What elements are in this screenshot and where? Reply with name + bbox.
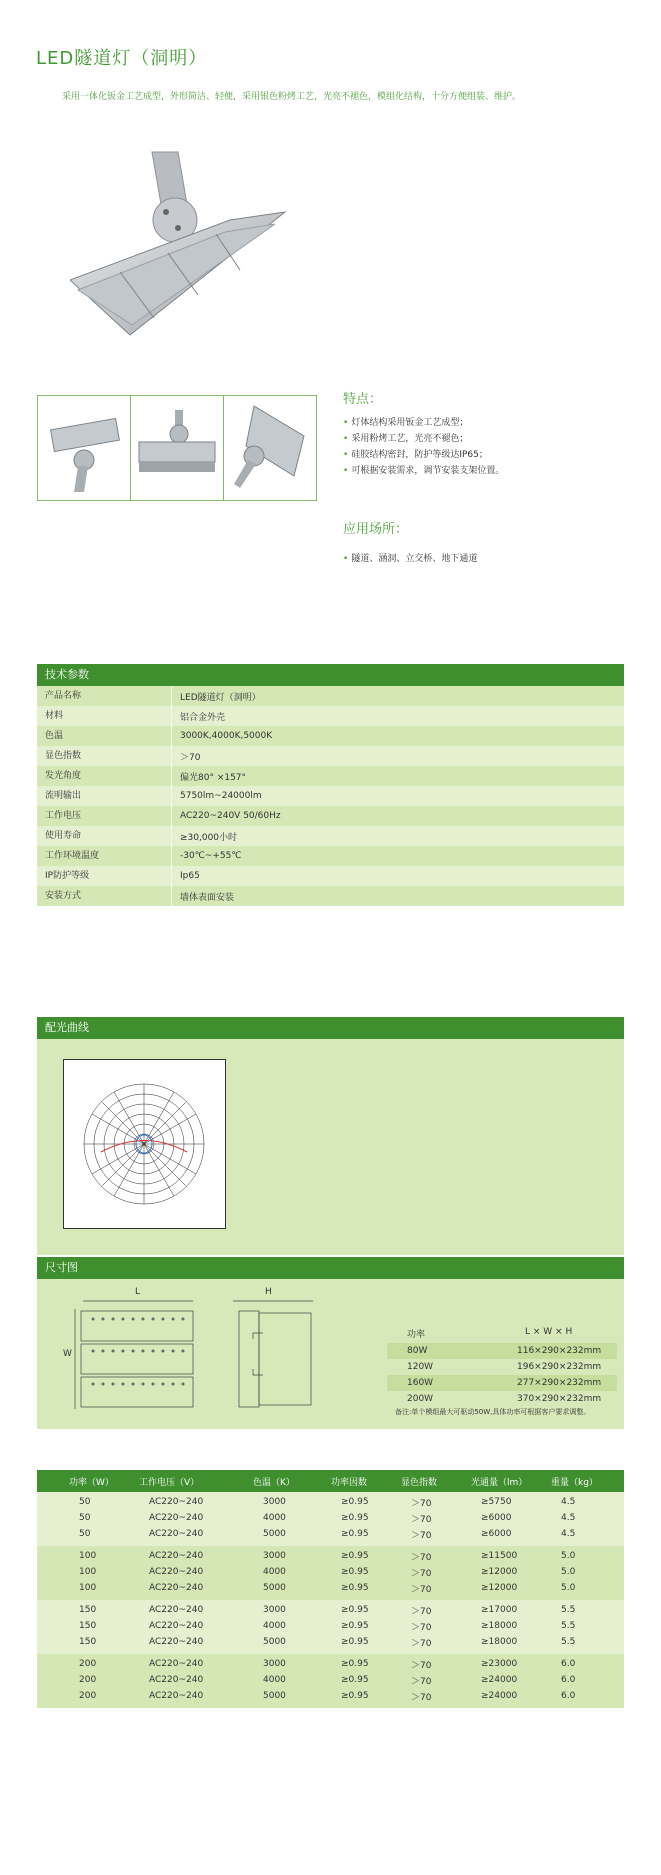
spec-value: 铝合金外壳 [180, 712, 226, 723]
spec-key: 显色指数 [37, 746, 172, 766]
table-cell: 3000 [263, 1551, 286, 1561]
spec-value: AC220~240V 50/60Hz [180, 811, 281, 821]
table-cell: ＞70 [411, 1568, 432, 1579]
perf-header-cell: 工作电压（V） [139, 1477, 200, 1488]
spec-value: 墙体表面安装 [180, 892, 235, 903]
polar-chart [63, 1059, 226, 1229]
table-cell: ≥24000 [481, 1675, 518, 1685]
perf-header-cell: 功率（W） [69, 1477, 114, 1488]
table-cell: 5.0 [561, 1583, 576, 1593]
table-cell: ＞70 [411, 1530, 432, 1541]
table-cell: ≥0.95 [341, 1529, 369, 1539]
features-heading: 特点： [343, 392, 383, 407]
table-cell: 4000 [263, 1621, 286, 1631]
page-title: LED隧道灯（洞明） [36, 48, 208, 69]
dims-row [387, 1375, 617, 1391]
table-cell: ＞70 [411, 1514, 432, 1525]
table-cell: 4000 [263, 1675, 286, 1685]
perf-header-cell: 显色指数 [401, 1477, 438, 1488]
feature-item: • 可根据安装需求，调节安装支架位置。 [343, 463, 504, 479]
table-cell: 3000 [263, 1497, 286, 1507]
thumbnail-1[interactable] [37, 395, 131, 501]
dims-size: 277×290×232mm [517, 1378, 602, 1388]
table-cell: ≥0.95 [341, 1605, 369, 1615]
table-cell: AC220~240 [149, 1605, 204, 1615]
table-cell: AC220~240 [149, 1567, 204, 1577]
table-cell: ≥0.95 [341, 1567, 369, 1577]
table-cell: 100 [79, 1567, 97, 1577]
table-cell: AC220~240 [149, 1675, 204, 1685]
table-cell: ≥0.95 [341, 1497, 369, 1507]
table-row [37, 1672, 624, 1688]
table-cell: ≥0.95 [341, 1675, 369, 1685]
table-cell: 5000 [263, 1637, 286, 1647]
perf-header-cell: 光通量（lm） [471, 1477, 528, 1488]
thumbnail-3[interactable] [223, 395, 317, 501]
table-cell: ＞70 [411, 1498, 432, 1509]
dims-row [387, 1391, 617, 1407]
table-cell: AC220~240 [149, 1497, 204, 1507]
table-row [37, 1526, 624, 1542]
table-row [37, 1656, 624, 1672]
performance-table [37, 1470, 624, 1708]
spec-key: 使用寿命 [37, 826, 172, 846]
table-cell: 5.0 [561, 1567, 576, 1577]
table-cell: 100 [79, 1551, 97, 1561]
table-cell: ≥24000 [481, 1691, 518, 1701]
table-cell: ＞70 [411, 1552, 432, 1563]
spec-key: 工作环境温度 [37, 846, 172, 866]
applications-heading: 应用场所： [343, 522, 409, 537]
dims-power: 160W [407, 1378, 434, 1388]
table-row [37, 1602, 624, 1618]
perf-header-cell: 功率因数 [331, 1477, 368, 1488]
perf-group [37, 1492, 624, 1546]
table-cell: ≥0.95 [341, 1621, 369, 1631]
table-cell: 150 [79, 1637, 97, 1647]
table-cell: 50 [79, 1497, 91, 1507]
table-cell: 5.5 [561, 1605, 576, 1615]
table-cell: AC220~240 [149, 1637, 204, 1647]
table-cell: 200 [79, 1675, 97, 1685]
table-cell: ＞70 [411, 1622, 432, 1633]
table-cell: ≥12000 [481, 1583, 518, 1593]
table-cell: 6.0 [561, 1691, 576, 1701]
dims-note: 备注:单个模组最大可驱动50W,具体功率可根据客户要求调整。 [395, 1408, 591, 1416]
spec-heading: 技术参数 [37, 664, 624, 686]
spec-value: 3000K,4000K,5000K [180, 731, 273, 741]
photometric-heading: 配光曲线 [37, 1017, 624, 1039]
perf-header-cell: 色温（K） [253, 1477, 295, 1488]
dims-col-size: L × W × H [525, 1327, 573, 1337]
spec-row [37, 726, 624, 746]
table-cell: AC220~240 [149, 1659, 204, 1669]
thumbnail-2[interactable] [130, 395, 224, 501]
spec-row [37, 846, 624, 866]
table-cell: 4000 [263, 1513, 286, 1523]
spec-value: -30℃~+55℃ [180, 851, 242, 861]
dimension-drawing [73, 1299, 343, 1419]
dim-label-w: W [63, 1349, 72, 1359]
table-cell: 5000 [263, 1583, 286, 1593]
perf-group [37, 1654, 624, 1708]
feature-item: • 硅胶结构密封，防护等级达IP65； [343, 447, 504, 463]
dims-size: 370×290×232mm [517, 1394, 602, 1404]
table-cell: 5000 [263, 1691, 286, 1701]
table-cell: 5000 [263, 1529, 286, 1539]
table-cell: ≥17000 [481, 1605, 518, 1615]
table-row [37, 1580, 624, 1596]
dimensions-heading: 尺寸图 [37, 1257, 624, 1279]
table-cell: ≥0.95 [341, 1659, 369, 1669]
table-cell: 50 [79, 1513, 91, 1523]
table-cell: 4.5 [561, 1529, 576, 1539]
spec-value: LED隧道灯（洞明） [180, 692, 261, 703]
spec-row [37, 866, 624, 886]
table-cell: AC220~240 [149, 1691, 204, 1701]
spec-row [37, 686, 624, 706]
spec-row [37, 806, 624, 826]
table-cell: AC220~240 [149, 1529, 204, 1539]
table-row [37, 1564, 624, 1580]
dims-power: 200W [407, 1394, 434, 1404]
spec-row [37, 706, 624, 726]
spec-row [37, 766, 624, 786]
spec-key: 材料 [37, 706, 172, 726]
table-cell: 5.5 [561, 1637, 576, 1647]
product-description: 采用一体化钣金工艺成型，外形简洁、轻便，采用银色粉烤工艺，光亮不褪色，模组化结构，十分方便组装、维护。 [62, 92, 522, 102]
product-image [70, 150, 290, 340]
table-cell: 3000 [263, 1659, 286, 1669]
table-cell: 100 [79, 1583, 97, 1593]
spec-value: 偏光80° ×157° [180, 772, 247, 783]
table-cell: AC220~240 [149, 1621, 204, 1631]
photometric-panel [37, 1017, 624, 1255]
perf-group [37, 1546, 624, 1600]
spec-row [37, 746, 624, 766]
spec-key: 产品名称 [37, 686, 172, 706]
dims-size: 116×290×232mm [517, 1346, 602, 1356]
table-cell: 4000 [263, 1567, 286, 1577]
dim-label-h: H [265, 1287, 272, 1297]
table-cell: ≥23000 [481, 1659, 518, 1669]
table-cell: AC220~240 [149, 1583, 204, 1593]
table-cell: 4.5 [561, 1497, 576, 1507]
perf-group [37, 1600, 624, 1654]
dims-col-power: 功率 [407, 1330, 426, 1340]
spec-row [37, 826, 624, 846]
table-cell: 6.0 [561, 1675, 576, 1685]
table-cell: ≥5750 [481, 1497, 512, 1507]
table-row [37, 1494, 624, 1510]
table-cell: 3000 [263, 1605, 286, 1615]
dims-row [387, 1343, 617, 1359]
table-cell: 150 [79, 1621, 97, 1631]
spec-value: ≥30,000小时 [180, 832, 238, 843]
table-cell: AC220~240 [149, 1551, 204, 1561]
table-cell: ≥0.95 [341, 1691, 369, 1701]
table-cell: 200 [79, 1691, 97, 1701]
application-item: • 隧道、涵洞、立交桥、地下通道 [343, 551, 477, 567]
dims-row [387, 1359, 617, 1375]
table-cell: 6.0 [561, 1659, 576, 1669]
spec-key: 流明输出 [37, 786, 172, 806]
table-cell: ＞70 [411, 1660, 432, 1671]
table-row [37, 1618, 624, 1634]
spec-key: IP防护等级 [37, 866, 172, 886]
feature-item: • 灯体结构采用钣金工艺成型； [343, 415, 504, 431]
table-cell: ≥18000 [481, 1637, 518, 1647]
table-cell: ＞70 [411, 1638, 432, 1649]
spec-value: Ip65 [180, 871, 200, 881]
table-row [37, 1548, 624, 1564]
table-cell: ≥0.95 [341, 1513, 369, 1523]
table-cell: ≥6000 [481, 1513, 512, 1523]
dims-size: 196×290×232mm [517, 1362, 602, 1372]
table-row [37, 1634, 624, 1650]
spec-table [37, 664, 624, 906]
spec-key: 色温 [37, 726, 172, 746]
spec-value: 5750lm~24000lm [180, 791, 262, 801]
table-cell: AC220~240 [149, 1513, 204, 1523]
table-cell: ＞70 [411, 1606, 432, 1617]
dims-table-head [407, 1327, 617, 1340]
table-cell: ≥0.95 [341, 1551, 369, 1561]
table-cell: ＞70 [411, 1676, 432, 1687]
table-cell: 200 [79, 1659, 97, 1669]
table-cell: ≥0.95 [341, 1637, 369, 1647]
table-cell: ≥0.95 [341, 1583, 369, 1593]
spec-value: ＞70 [180, 752, 201, 763]
table-cell: ＞70 [411, 1692, 432, 1703]
spec-key: 安装方式 [37, 886, 172, 906]
table-cell: 150 [79, 1605, 97, 1615]
dims-power: 80W [407, 1346, 428, 1356]
spec-row [37, 786, 624, 806]
table-cell: ≥11500 [481, 1551, 518, 1561]
dims-power: 120W [407, 1362, 434, 1372]
spec-key: 发光角度 [37, 766, 172, 786]
table-cell: 50 [79, 1529, 91, 1539]
table-row [37, 1510, 624, 1526]
table-cell: ＞70 [411, 1584, 432, 1595]
table-cell: ≥6000 [481, 1529, 512, 1539]
table-cell: 5.5 [561, 1621, 576, 1631]
dimensions-panel [37, 1257, 624, 1429]
table-row [37, 1688, 624, 1704]
perf-header-cell: 重量（kg） [551, 1477, 598, 1488]
table-cell: 5.0 [561, 1551, 576, 1561]
spec-row [37, 886, 624, 906]
dim-label-l: L [135, 1287, 141, 1297]
table-cell: 4.5 [561, 1513, 576, 1523]
spec-key: 工作电压 [37, 806, 172, 826]
table-cell: ≥12000 [481, 1567, 518, 1577]
table-cell: ≥18000 [481, 1621, 518, 1631]
feature-item: • 采用粉烤工艺，光亮不褪色； [343, 431, 504, 447]
features-list [343, 415, 504, 479]
